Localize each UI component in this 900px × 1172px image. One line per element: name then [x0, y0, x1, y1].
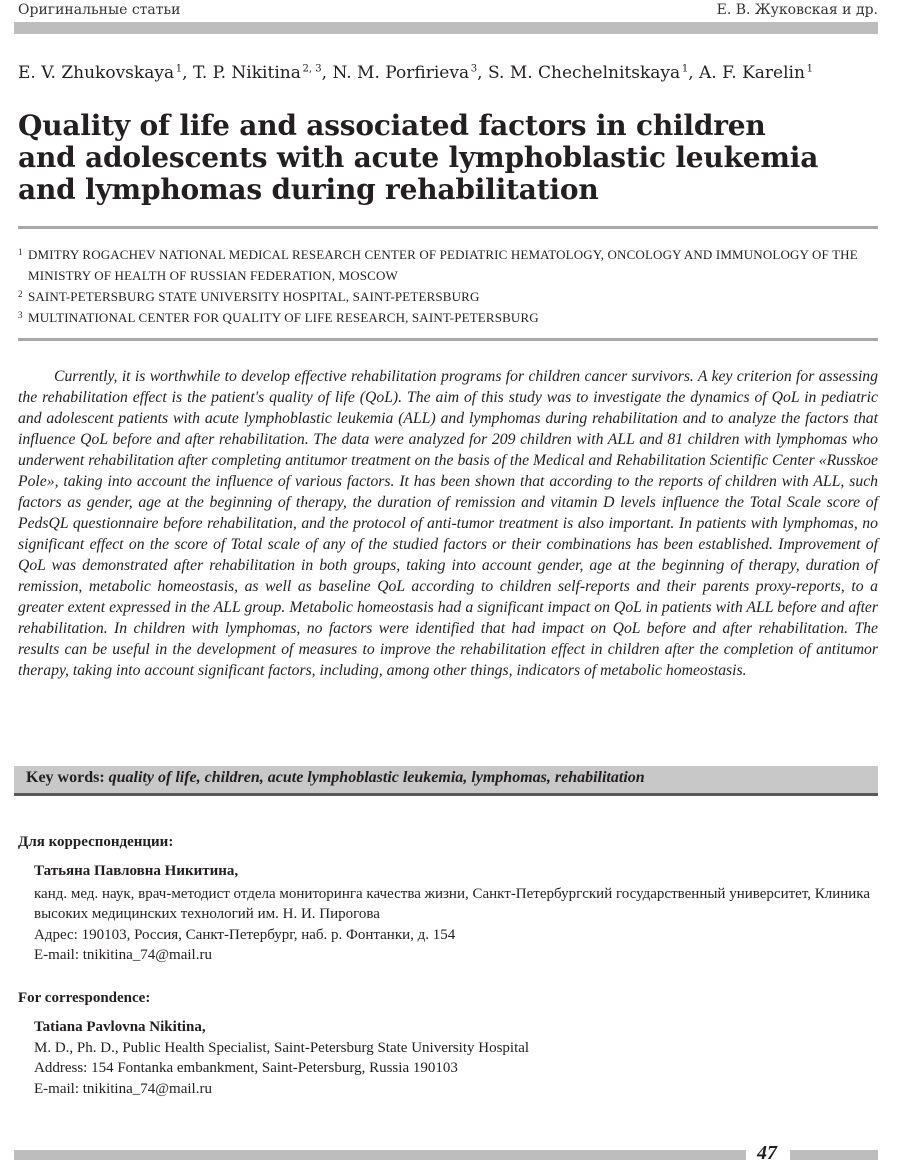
title-line: and adolescents with acute lymphoblastic leukemia: [18, 141, 819, 174]
contact-position: канд. мед. наук, врач-методист отдела мониторинга качества жизни, Санкт-Петербургский государственный университет, Клиника высоких медицинских технологий им. Н. И. Пирогова: [34, 885, 871, 922]
correspondence-en: [18, 990, 878, 1099]
affiliation-text: DMITRY ROGACHEV NATIONAL MEDICAL RESEARCH CENTER OF PEDIATRIC HEMATOLOGY, ONCOLOGY AND IMMUNOLOGY OF THE MINISTRY OF HEALTH OF RUSSIAN FEDERATION, MOSCOW: [28, 247, 858, 283]
author-name: S. M. Chechelnitskaya: [487, 63, 681, 83]
author-name: N. M. Porfirieva: [332, 63, 470, 83]
contact-address: Address: 154 Fontanka embankment, Saint-Petersburg, Russia 190103: [34, 1060, 458, 1076]
correspondence-details: [18, 1017, 878, 1099]
contact-address: Адрес: 190103, Россия, Санкт-Петербург, наб. р. Фонтанки, д. 154: [34, 926, 456, 943]
contact-name: Татьяна Павловна Никитина,: [34, 863, 239, 879]
author-name: E. V. Zhukovskaya: [18, 63, 175, 83]
header-bar: [14, 22, 878, 34]
affiliation-item: [18, 307, 878, 328]
title-line: and lymphomas during rehabilitation: [18, 173, 599, 206]
keywords-label: Key words:: [26, 769, 105, 786]
affiliation-text: SAINT-PETERSBURG STATE UNIVERSITY HOSPITAL, SAINT-PETERSBURG: [28, 289, 480, 304]
keywords-box: [14, 766, 878, 796]
author-affiliation-mark: 3: [470, 63, 478, 75]
running-header: [18, 2, 878, 18]
footer-bar: [790, 1150, 878, 1160]
divider: [18, 338, 878, 341]
author-affiliation-mark: 2, 3: [302, 63, 322, 75]
abstract: Currently, it is worthwhile to develop effective rehabilitation programs for children cancer survivors. A key criterion for assessing the rehabilitation effect is the patient's quality of life (QoL). The aim of this study was to investigate the dynamics of QoL in pediatric and adolescent patients with acute lymphoblastic leukemia (ALL) and lymphomas during rehabilitation and to analyze the factors that influence QoL before and after rehabilitation. The data were analyzed for 209 children with ALL and 81 children with lymphomas who underwent rehabilitation after completing antitumor treatment on the basis of the Medical and Rehabilitation Scientific Center «Russkoe Pole», taking into account the influence of various factors. It has been shown that according to the reports of children with ALL, such factors as gender, age at the beginning of therapy, the duration of remission and vitamin D levels influence the Total Scale score of PedsQL questionnaire before rehabilitation, and the protocol of anti-tumor treatment is also important. In patients with lymphomas, no significant effect on the score of Total scale of any of the studied factors or their combinations has been established. Improvement of QoL was demonstrated after rehabilitation in both groups, taking into account gender, age at the beginning of therapy, duration of remission, metabolic homeostasis, as well as baseline QoL according to children self-reports and their parents proxy-reports, to a greater extent expressed in the ALL group. Metabolic homeostasis had a significant impact on QoL in patients with ALL before and after rehabilitation. In children with lymphomas, no factors were identified that had impact on QoL before and after rehabilitation. The results can be useful in the development of measures to improve the rehabilitation effect in children after the completion of antitumor therapy, taking into account significant factors, including, among other things, indicators of metabolic homeostasis.: [18, 368, 878, 679]
title-line: Quality of life and associated factors in children: [18, 109, 766, 142]
keywords-value: quality of life, children, acute lymphoblastic leukemia, lymphomas, rehabilitation: [108, 769, 645, 786]
author-name: T. P. Nikitina: [192, 63, 301, 83]
running-authors: Е. В. Жуковская и др.: [716, 2, 878, 18]
contact-email: E-mail: tnikitina_74@mail.ru: [34, 947, 212, 963]
affiliation-text: MULTINATIONAL CENTER FOR QUALITY OF LIFE RESEARCH, SAINT-PETERSBURG: [28, 310, 539, 325]
affiliation-number: 3: [18, 310, 23, 320]
page-number: 47: [757, 1142, 777, 1164]
correspondence-heading: Для корреспонденции:: [18, 834, 174, 850]
contact-email: E-mail: tnikitina_74@mail.ru: [34, 1080, 212, 1097]
author-list: E. V. Zhukovskaya $^1$, T. P. Nikitina $^{2, 3}$, N. M. Porfirieva $^3$, S. M. Chechelnitskaya $^1$, A. F. Karelin $^1$: [18, 63, 813, 83]
correspondence-heading: For correspondence:: [18, 990, 151, 1006]
section-name: Оригинальные статьи: [18, 2, 181, 18]
divider: [18, 226, 878, 229]
contact-position: M. D., Ph. D., Public Health Specialist, Saint-Petersburg State University Hospital: [34, 1039, 530, 1056]
footer-bar: [14, 1150, 746, 1160]
correspondence-ru: [18, 834, 878, 966]
affiliations: [18, 244, 878, 328]
article-title: [18, 110, 878, 206]
author-affiliation-mark: 1: [175, 63, 183, 75]
affiliation-item: [18, 286, 878, 307]
contact-name: Tatiana Pavlovna Nikitina,: [34, 1019, 206, 1035]
author-name: A. F. Karelin: [699, 63, 805, 83]
author-affiliation-mark: 1: [806, 63, 813, 75]
affiliation-number: 2: [18, 289, 23, 299]
correspondence-details: [18, 861, 878, 966]
affiliation-number: 1: [18, 247, 23, 257]
author-affiliation-mark: 1: [681, 63, 689, 75]
affiliation-item: [18, 244, 878, 286]
